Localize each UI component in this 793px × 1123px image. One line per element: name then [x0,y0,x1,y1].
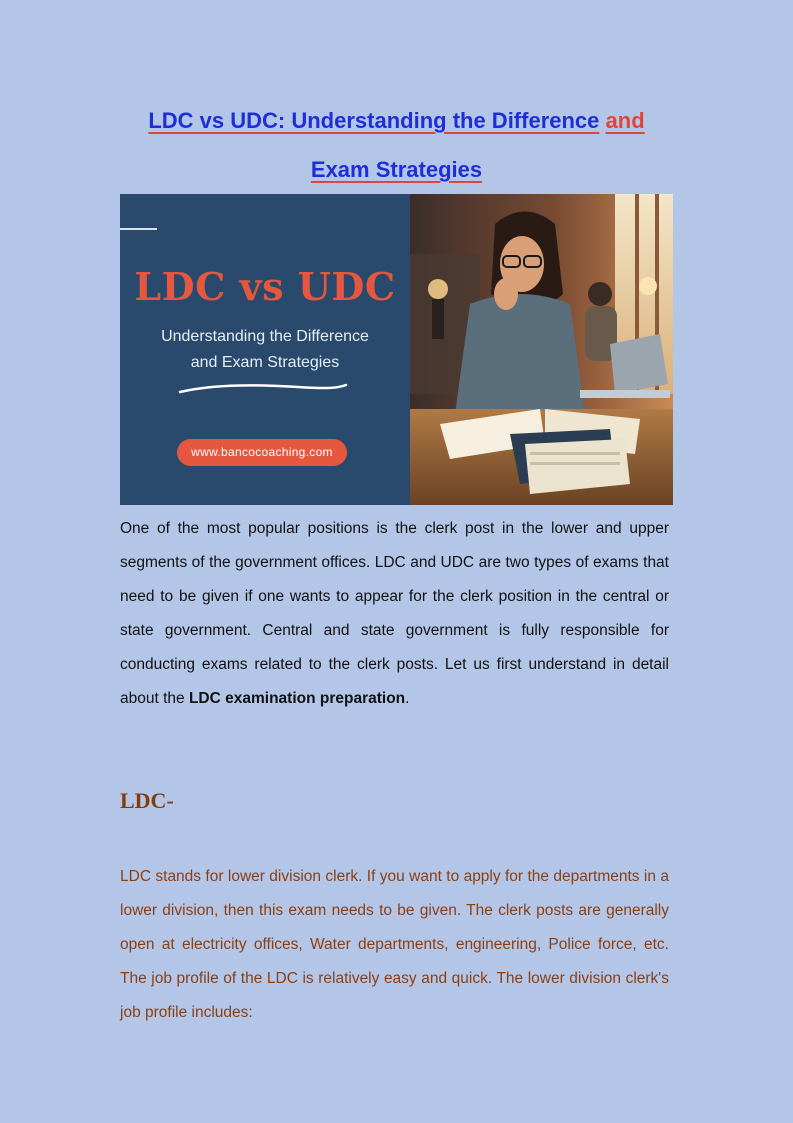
banner-dash [120,228,157,230]
intro-paragraph [120,512,669,716]
intro-bold-link: LDC examination preparation [188,690,406,707]
intro-text: One of the most popular positions is the clerk post in the lower and upper segments of the government offices. LDC and UDC are two types of exams that need to be given if one wants to appear for the clerk position in the central or state government. Central and state government is fully responsible for conducting exams related to the clerk posts. Let us first understand in detail about the [120,520,669,707]
banner-subtitle [120,324,410,376]
title-and: and [605,108,645,133]
title-main: LDC vs UDC: Understanding the Difference [148,108,600,133]
ldc-heading: LDC- [120,788,174,813]
banner-url-badge: www.bancocoaching.com [177,439,347,466]
page-title [120,96,673,194]
banner-subtitle-line2: and Exam Strategies [190,354,340,371]
intro-end: . [405,690,410,707]
ldc-paragraph: LDC stands for lower division clerk. If you want to apply for the departments in a lower division, then this exam needs to be given. The clerk posts are generally open at electricity offices, Water departments, engineering, Police force, etc. The job profile of the LDC is relatively easy and quick. The lower division clerk's job profile includes: [120,868,669,1021]
title-line2: Exam Strategies [310,157,483,182]
swoosh-decoration [178,382,348,396]
student-studying-photo [410,194,673,505]
banner-subtitle-line1: Understanding the Difference [161,328,369,345]
banner-panel [120,194,410,505]
banner-heading: LDC vs UDC [134,264,396,309]
banner-image [120,194,673,505]
